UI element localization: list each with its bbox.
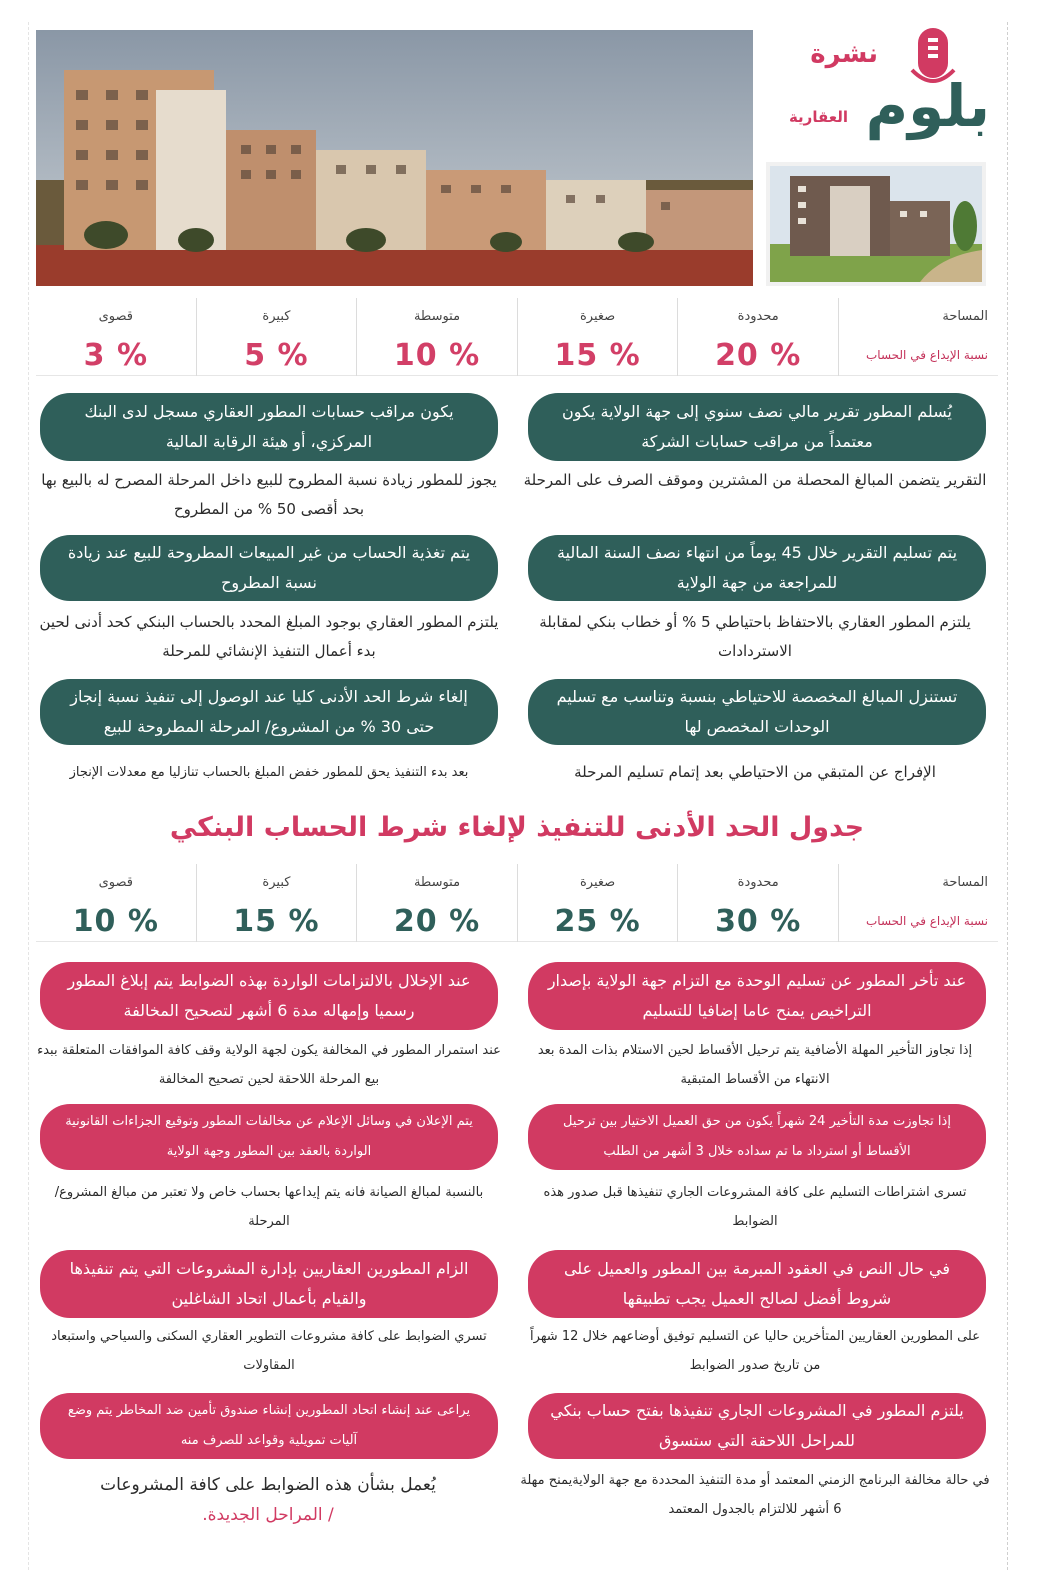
- rate-value: 10 %: [72, 903, 159, 939]
- info-note: الإفراج عن المتبقي من الاحتياطي بعد إتمام تسليم المرحلة: [574, 763, 936, 781]
- info-note: التقرير يتضمن المبالغ المحصلة من المشترين وموقف الصرف على المرحلة: [523, 471, 987, 489]
- closing-statement: [38, 1470, 498, 1530]
- rate-value: 15 %: [554, 337, 641, 373]
- rule-pill: يراعى عند إنشاء اتحاد المطورين إنشاء صندوق تأمين ضد المخاطر يتم وضع آليات تمويلية وقواعد للصرف منه: [40, 1393, 498, 1459]
- table-values-row: [36, 900, 998, 942]
- rate-value: 10 %: [393, 337, 481, 373]
- info-pill: يتم تغذية الحساب من غير المبيعات المطروحة للبيع عند زيادة نسبة المطروح: [40, 535, 498, 601]
- info-note: يجوز للمطور زيادة نسبة المطروح للبيع داخل المرحلة المصرح له بالبيع بها بحد أقصى 50 % من المطروح: [41, 471, 497, 518]
- table-header-row: [36, 298, 998, 334]
- rule-pill: عند الإخلال بالالتزامات الواردة بهذه الضوابط يتم إبلاغ المطور رسميا وإمهاله مدة 6 أشهر لتصحيح المخالفة: [40, 962, 498, 1030]
- rule-note: تسرى اشتراطات التسليم على كافة المشروعات الجاري تنفيذها قبل صدور هذه الضوابط: [543, 1185, 967, 1229]
- size-label: كبيرة: [196, 298, 357, 334]
- size-label: محدودة: [677, 864, 838, 900]
- hero-photo: [36, 30, 753, 286]
- size-label: قصوى: [98, 308, 134, 324]
- info-note: يلتزم المطور العقاري بالاحتفاظ باحتياطي 5 % أو خطاب بنكي لمقابلة الاستردادات: [539, 613, 971, 660]
- logo-title-text: بلوم: [865, 72, 990, 140]
- rule-note: بالنسبة لمبالغ الصيانة فانه يتم إيداعها بحساب خاص ولا تعتبر من مبالغ المشروع/ المرحلة: [54, 1185, 484, 1229]
- size-label: محدودة: [677, 298, 838, 334]
- size-label: قصوى: [98, 874, 134, 890]
- logo-top-text: نشرة: [810, 39, 878, 69]
- rate-value: 15 %: [233, 903, 320, 939]
- rule-note: على المطورين العقاريين المتأخرين حاليا عن التسليم توفيق أوضاعهم خلال 12 شهراً من تاريخ صدور الضوابط: [530, 1329, 980, 1373]
- table-values-row: [36, 334, 998, 376]
- rule-pill: يلتزم المطور في المشروعات الجاري تنفيذها بفتح حساب بنكي للمراحل اللاحقة التي ستسوق: [528, 1393, 986, 1459]
- logo-subtitle-text: العقارية: [790, 108, 848, 126]
- rule-pill: الزام المطورين العقاريين بإدارة المشروعات التي يتم تنفيذها والقيام بأعمال اتحاد الشاغلين: [40, 1250, 498, 1318]
- brand-logo: [790, 26, 1000, 156]
- size-label: صغيرة: [517, 864, 678, 900]
- rule-pill: في حال النص في العقود المبرمة بين المطور والعميل على شروط أفضل لصالح العميل يجب تطبيقها: [528, 1250, 986, 1318]
- deposit-label: نسبة الإيداع في الحساب: [838, 900, 998, 942]
- deposit-rate-table: [36, 298, 998, 376]
- closing-highlight: / المراحل الجديدة.: [202, 1505, 334, 1525]
- minimum-execution-table: [36, 864, 998, 942]
- rule-pill: إذا تجاوزت مدة التأخير 24 شهراً يكون من حق العميل الاختيار بين ترحيل الأقساط أو استرداد ما تم سداده خلال 3 أشهر من الطلب: [528, 1104, 986, 1170]
- rule-note: عند استمرار المطور في المخالفة يكون لجهة الولاية وقف كافة الموافقات المتعلقة ببدء بيع المرحلة اللاحقة لحين تصحيح المخالفة: [37, 1043, 501, 1087]
- size-label: متوسطة: [356, 298, 517, 334]
- rule-pill: عند تأخر المطور عن تسليم الوحدة مع التزام جهة الولاية بإصدار التراخيص يمنح عاما إضافيا للتسليم: [528, 962, 986, 1030]
- area-label: المساحة: [838, 298, 998, 334]
- info-note: بعد بدء التنفيذ يحق للمطور خفض المبلغ بالحساب تنازليا مع معدلات الإنجاز: [69, 765, 469, 780]
- deposit-label: نسبة الإيداع في الحساب: [838, 334, 998, 376]
- info-pill: يكون مراقب حسابات المطور العقاري مسجل لدى البنك المركزي، أو هيئة الرقابة المالية: [40, 393, 498, 461]
- info-pill: يُسلم المطور تقرير مالي نصف سنوي إلى جهة الولاية يكون معتمداً من مراقب حسابات الشركة: [528, 393, 986, 461]
- area-label: المساحة: [838, 864, 998, 900]
- rate-value: 20 %: [393, 903, 481, 939]
- size-label: متوسطة: [356, 864, 517, 900]
- rate-value: 3 %: [83, 337, 149, 373]
- rule-pill: يتم الإعلان في وسائل الإعلام عن مخالفات المطور وتوقيع الجزاءات القانونية الواردة بالعقد بين المطور وجهة الولاية: [40, 1104, 498, 1170]
- rate-value: 20 %: [715, 337, 802, 373]
- rate-value: 30 %: [715, 903, 802, 939]
- rate-value: 25 %: [554, 903, 641, 939]
- size-label: صغيرة: [517, 298, 678, 334]
- info-pill: إلغاء شرط الحد الأدنى كليا عند الوصول إلى تنفيذ نسبة إنجاز حتى 30 % من المشروع/ المرحلة المطروحة للبيع: [40, 679, 498, 745]
- info-pill: تستنزل المبالغ المخصصة للاحتياطي بنسبة وتناسب مع تسليم الوحدات المخصص لها: [528, 679, 986, 745]
- rule-note: تسري الضوابط على كافة مشروعات التطوير العقاري السكنى والسياحي واستبعاد المقاولات: [51, 1329, 487, 1373]
- info-pill: يتم تسليم التقرير خلال 45 يوماً من انتهاء نصف السنة المالية للمراجعة من جهة الولاية: [528, 535, 986, 601]
- section-title: جدول الحد الأدنى للتنفيذ لإلغاء شرط الحساب البنكي: [169, 812, 865, 843]
- table-header-row: [36, 864, 998, 900]
- closing-text: يُعمل بشأن هذه الضوابط على كافة المشروعات: [100, 1475, 436, 1495]
- rule-note: إذا تجاوز التأخير المهلة الأضافية يتم ترحيل الأقساط لحين الاستلام بذات المدة بعد الانتهاء من الأقساط المتبقية: [537, 1043, 973, 1087]
- info-note: يلتزم المطور العقاري بوجود المبلغ المحدد بالحساب البنكي كحد أدنى لحين بدء أعمال التنفيذ الإنشائي للمرحلة: [39, 613, 499, 660]
- rate-value: 5 %: [244, 337, 309, 373]
- rule-note: في حالة مخالفة البرنامج الزمني المعتمد أو مدة التنفيذ المحددة مع جهة الولايةيمنح مهلة 6 أشهر للالتزام بالجدول المعتمد: [520, 1473, 990, 1517]
- thumbnail-photo: [766, 162, 986, 286]
- size-label: كبيرة: [196, 864, 357, 900]
